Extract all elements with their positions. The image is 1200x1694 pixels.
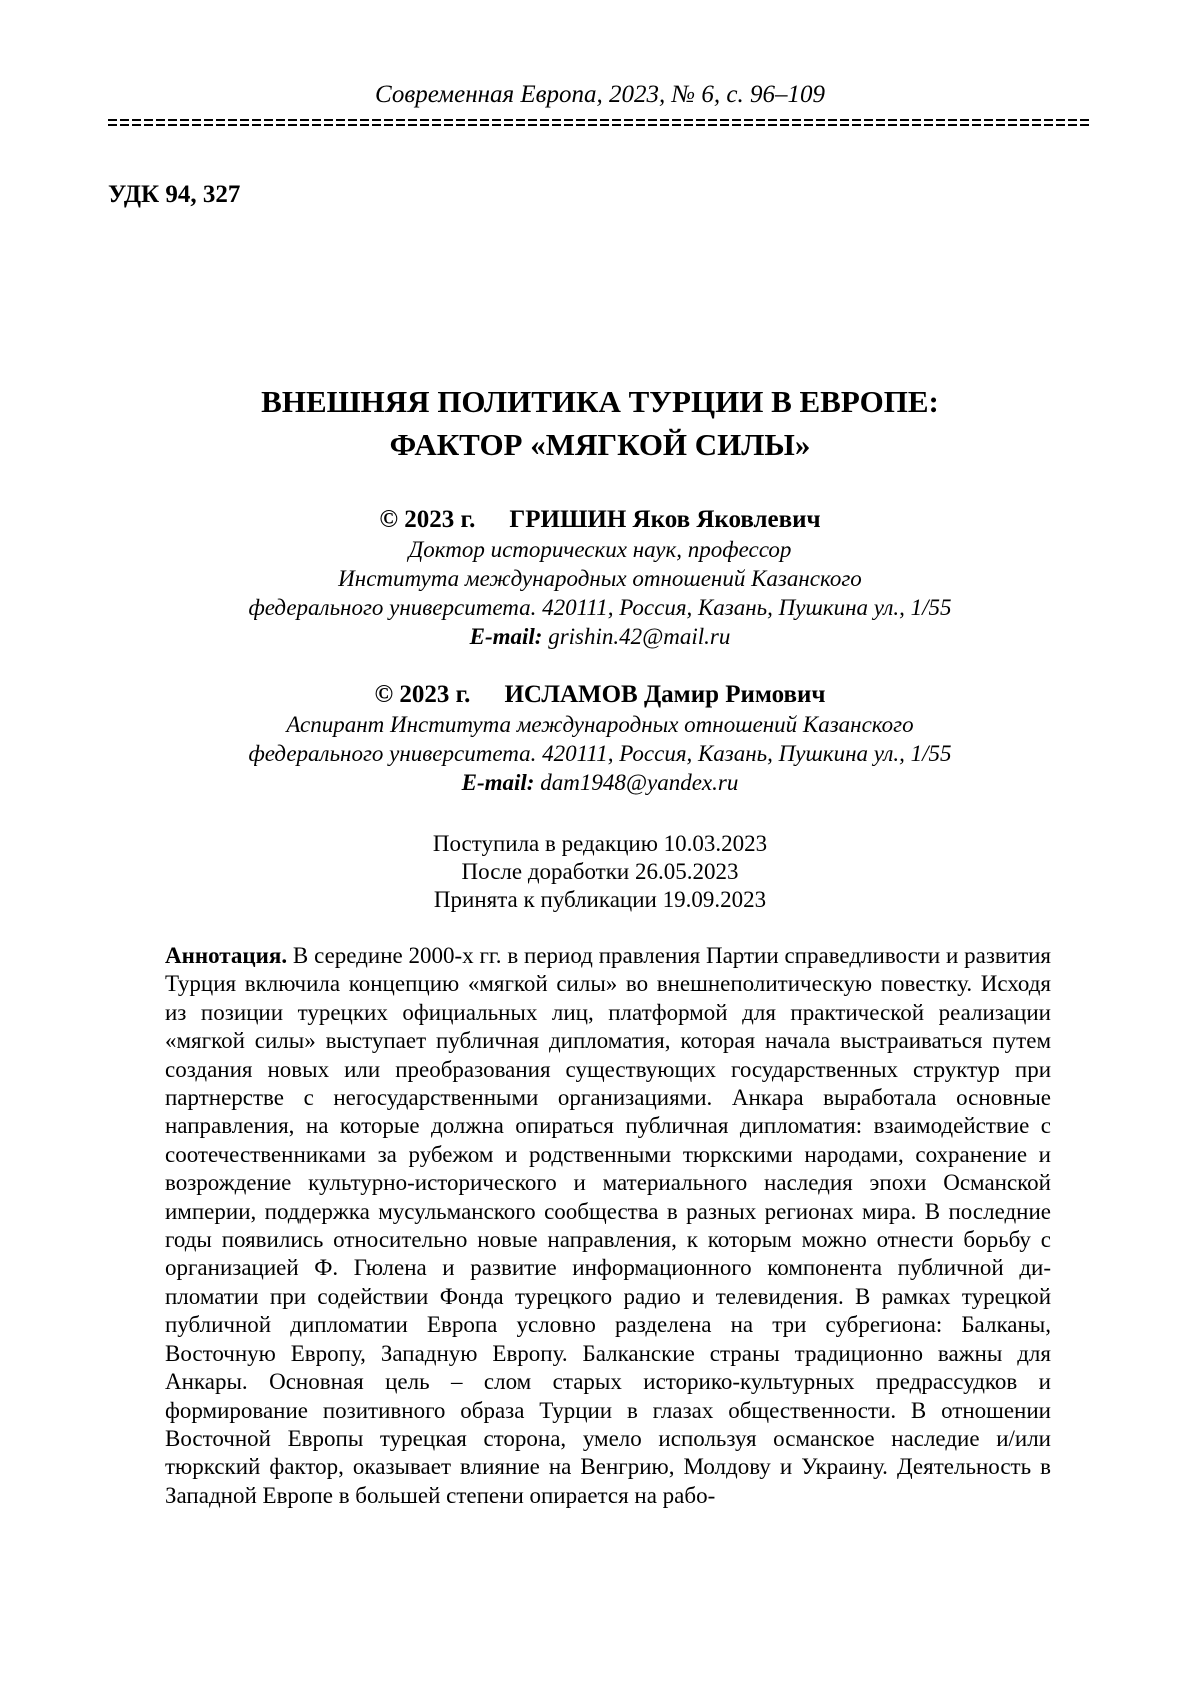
article-title: [0, 380, 1200, 466]
date-accepted: Принята к публикации 19.09.2023: [433, 887, 767, 912]
author-name: ИСЛАМОВ Дамир Римович: [504, 681, 826, 708]
email-label: E-mail:: [469, 624, 543, 649]
udk-code: УДК 94, 327: [108, 181, 241, 208]
author-email[interactable]: grishin.42@mail.ru: [548, 624, 731, 649]
abstract-label: Аннотация.: [165, 943, 288, 968]
author-affiliation-line: Доктор исторических наук, профессор: [408, 537, 792, 562]
journal-reference: Современная Европа, 2023, № 6, с. 96–109: [375, 81, 825, 108]
author-email-line: [0, 768, 1200, 797]
double-dashed-rule: [108, 116, 1092, 129]
title-line-2: ФАКТОР «МЯГКОЙ СИЛЫ»: [389, 427, 811, 462]
author-affiliation-line: федерального университета. 420111, Россия, Казань, Пушкина ул., 1/55: [248, 595, 952, 620]
author-block-1: [0, 505, 1200, 651]
date-revised: После доработки 26.05.2023: [461, 859, 739, 884]
author-copyright: © 2023 г.: [374, 681, 471, 708]
author-affiliation-line: Аспирант Института международных отношений Казанского: [286, 712, 914, 737]
author-name: ГРИШИН Яков Яковлевич: [509, 506, 821, 533]
author-heading: [0, 505, 1200, 535]
author-copyright: © 2023 г.: [379, 506, 476, 533]
abstract: [165, 942, 1051, 1510]
title-line-1: ВНЕШНЯЯ ПОЛИТИКА ТУРЦИИ В ЕВРОПЕ:: [261, 384, 939, 419]
email-label: E-mail:: [461, 770, 535, 795]
author-block-2: [0, 680, 1200, 797]
submission-dates: [0, 830, 1200, 914]
author-email-line: [0, 622, 1200, 651]
date-received: Поступила в редакцию 10.03.2023: [432, 831, 768, 856]
author-affiliation-line: Института международных отношений Казанского: [338, 566, 862, 591]
author-email[interactable]: dam1948@yandex.ru: [540, 770, 739, 795]
abstract-text: В середине 2000-х гг. в период правления Партии справедливости и развития Турция включила концепцию «мягкой силы» во внешнеполитическую повестку. Исходя из позиции турецких официальных лиц, платформой для практической реализации «мягкой силы» выступает публичная дипломатия, которая начала выстраиваться путем создания новых или преобразования существующих государственных структур при партнерстве с негосударственными организациями. Анкара выработала основные направления, на которые должна опираться публичная дипломатия: взаимодействие с соотечественниками за рубежом и родственными тюркскими народами, сохранение и возрождение культурно-исторического и материального наследия эпохи Османской империи, поддержка мусульманского сообщества в разных регионах мира. В последние годы появились относительно новые направления, к которым можно отнести борьбу с организацией Ф. Гюлена и развитие информационного компонента публичной дипломатии при содействии Фонда турецкого радио и телевидения. В рамках турецкой публичной дипломатии Европа условно разделена на три субрегиона: Балканы, Восточную Европу, Западную Европу. Балканские страны традиционно важны для Анкары. Основная цель – слом старых историко-культурных предрассудков и формирование позитивного образа Турции в глазах общественности. В отношении Восточной Европы турецкая сторона, умело используя османское наследие и/или тюркский фактор, оказывает влияние на Венгрию, Молдову и Украину. Деятельность в Западной Европе в большей степени опирается на рабо-: [165, 943, 1052, 1508]
author-affiliation-line: федерального университета. 420111, Россия, Казань, Пушкина ул., 1/55: [248, 741, 952, 766]
author-heading: [0, 680, 1200, 710]
